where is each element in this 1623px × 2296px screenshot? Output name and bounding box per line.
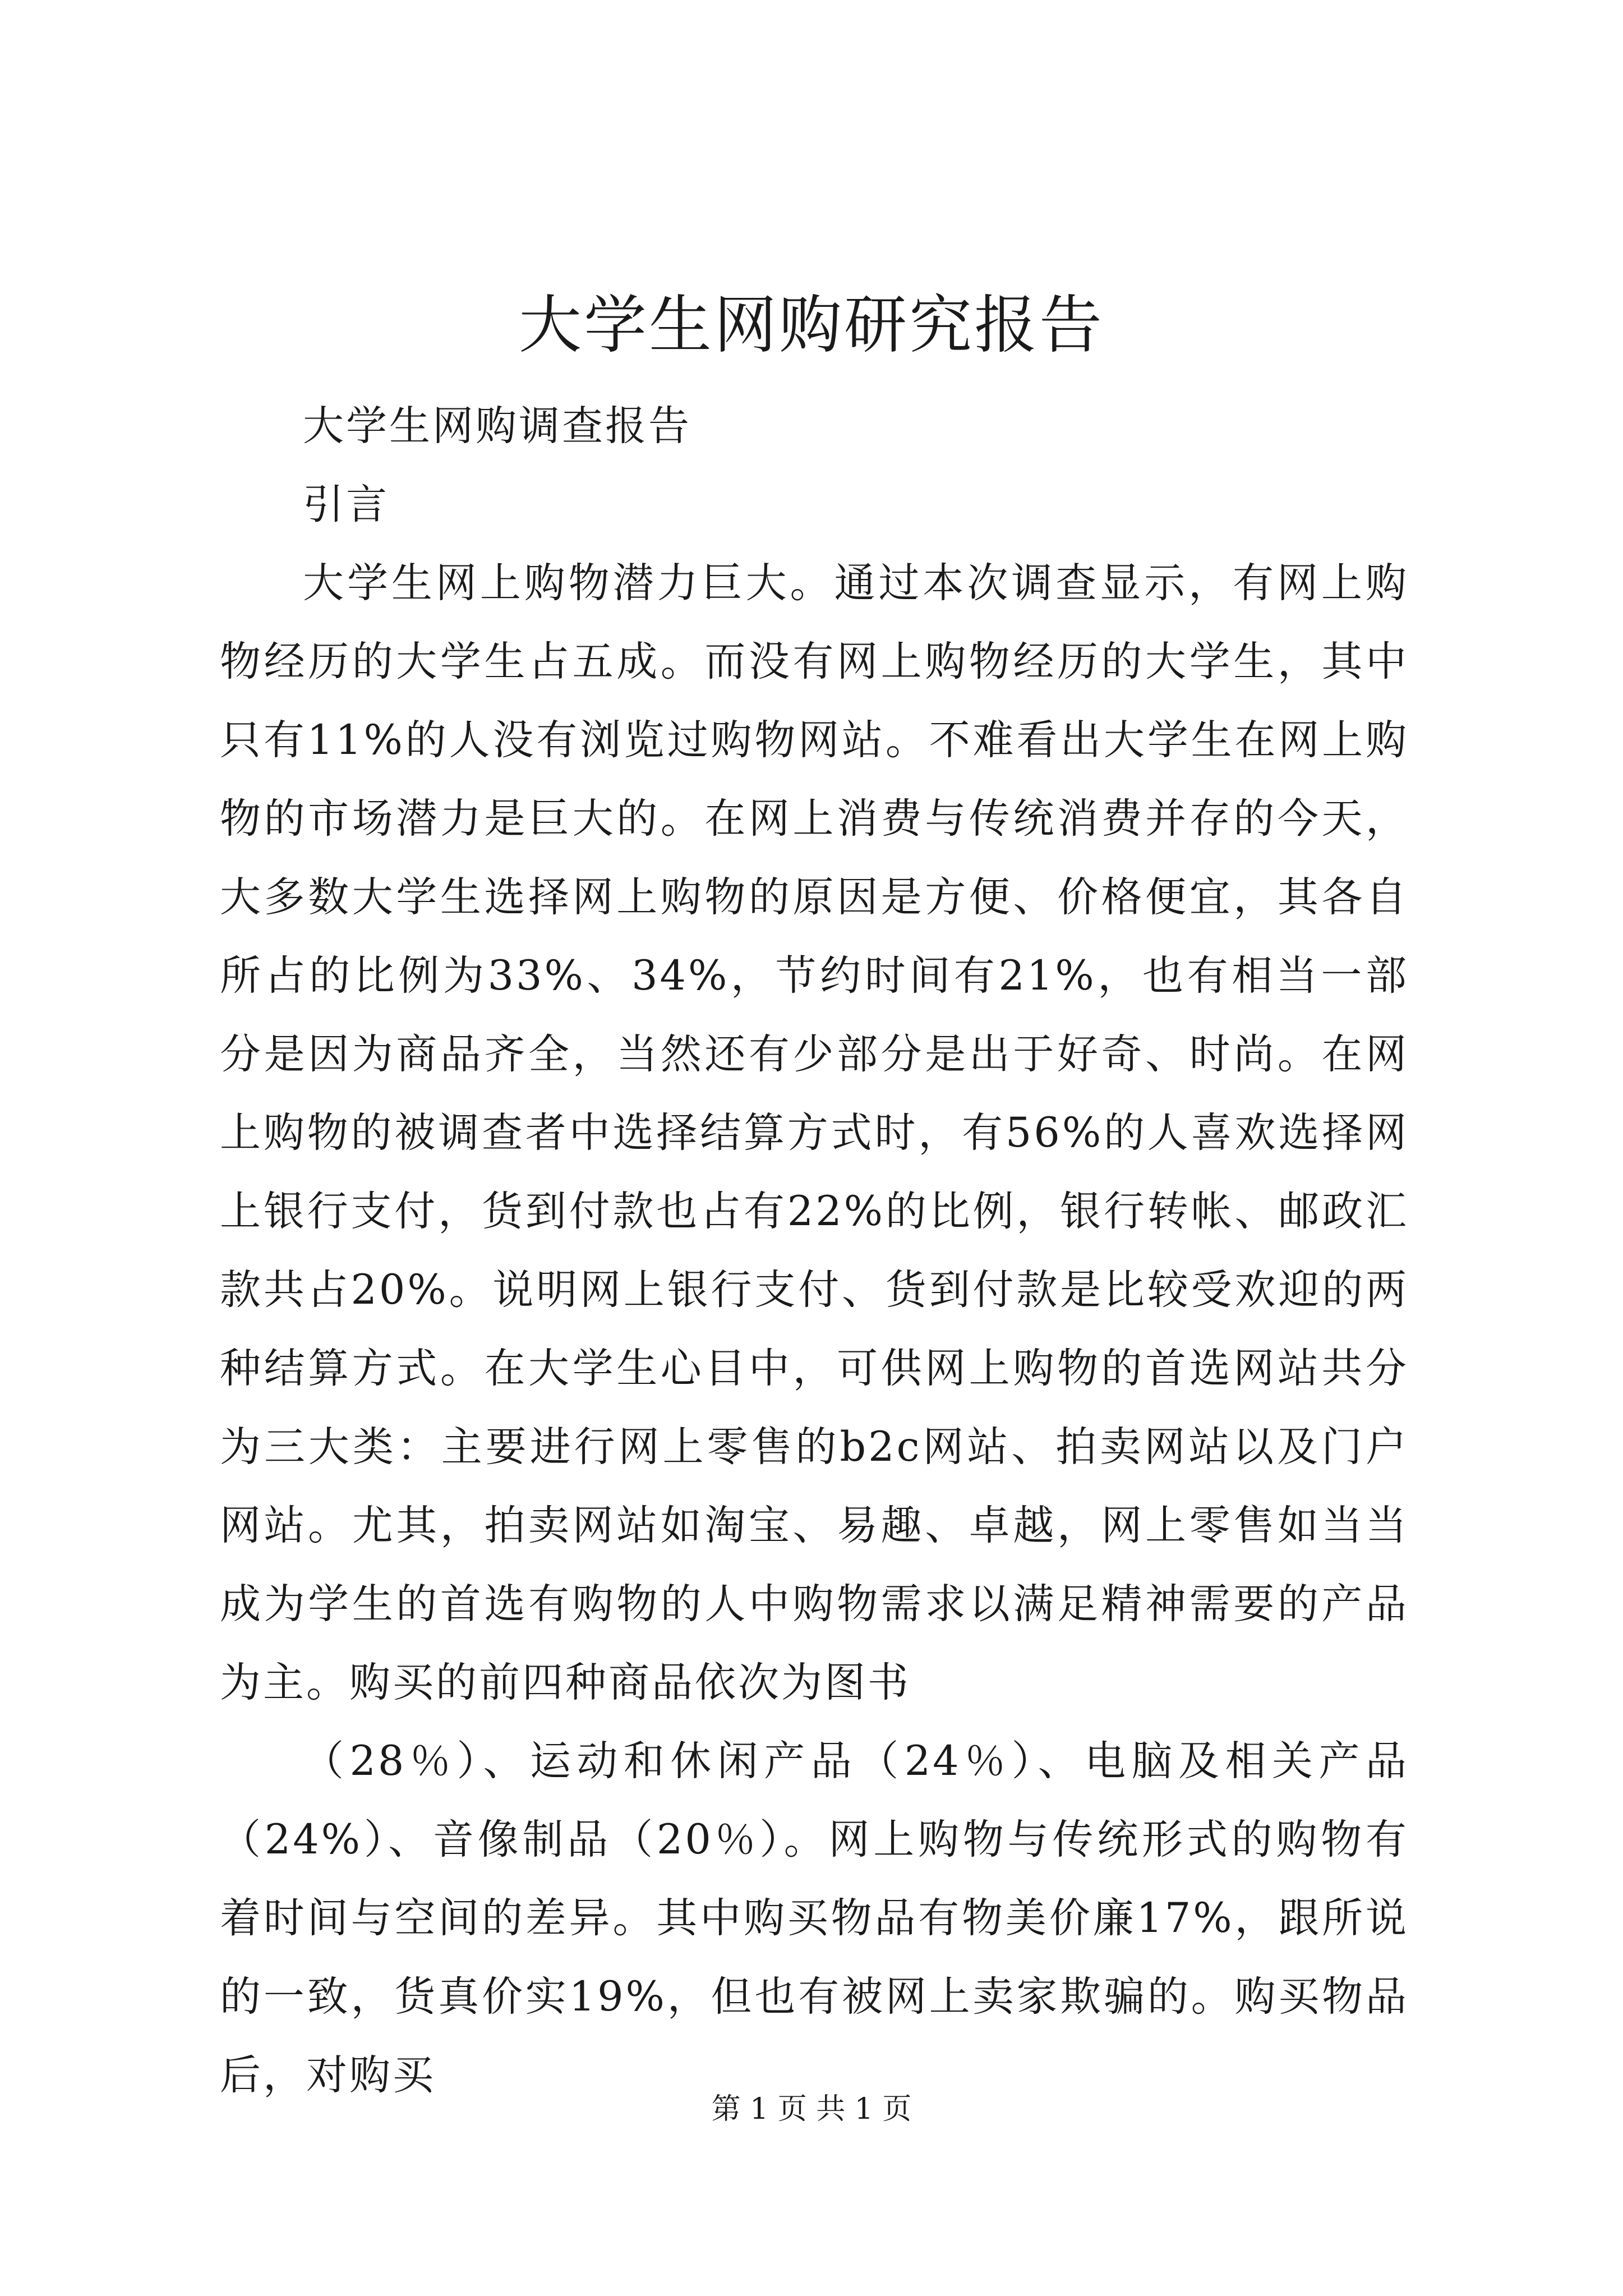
body-paragraph: （28％）、运动和休闲产品（24％）、电脑及相关产品（24%）、音像制品（20％）。网上购物与传统形式的购物有着时间与空间的差异。其中购买物品有物美价廉17%，跟所说的一致，货真价实19%，但也有被网上卖家欺骗的。购买物品后，对购买 bbox=[220, 1737, 1409, 2099]
body-paragraph: 大学生网上购物潜力巨大。通过本次调查显示，有网上购物经历的大学生占五成。而没有网上购物经历的大学生，其中只有11%的人没有浏览过购物网站。不难看出大学生在网上购物的市场潜力是巨大的。在网上消费与传统消费并存的今天，大多数大学生选择网上购物的原因是方便、价格便宜，其各自所占的比例为33%、34%，节约时间有21%，也有相当一部分是因为商品齐全，当然还有少部分是出于好奇、时尚。在网上购物的被调查者中选择结算方式时，有56%的人喜欢选择网上银行支付，货到付款也占有22%的比例，银行转帐、邮政汇款共占20%。说明网上银行支付、货到付款是比较受欢迎的两种结算方式。在大学生心目中，可供网上购物的首选网站共分为三大类：主要进行网上零售的b2c网站、拍卖网站以及门户网站。尤其，拍卖网站如淘宝、易趣、卓越，网上零售如当当成为学生的首选有购物的人中购物需求以满足精神需要的产品为主。购买的前四种商品依次为图书 bbox=[220, 559, 1409, 1706]
page-footer: 第 1 页 共 1 页 bbox=[711, 2092, 912, 2126]
subtitle: 大学生网购调查报告 bbox=[303, 402, 691, 450]
document-body bbox=[220, 387, 1409, 2115]
section-heading: 引言 bbox=[303, 481, 389, 528]
document-title: 大学生网购研究报告 bbox=[519, 289, 1104, 362]
